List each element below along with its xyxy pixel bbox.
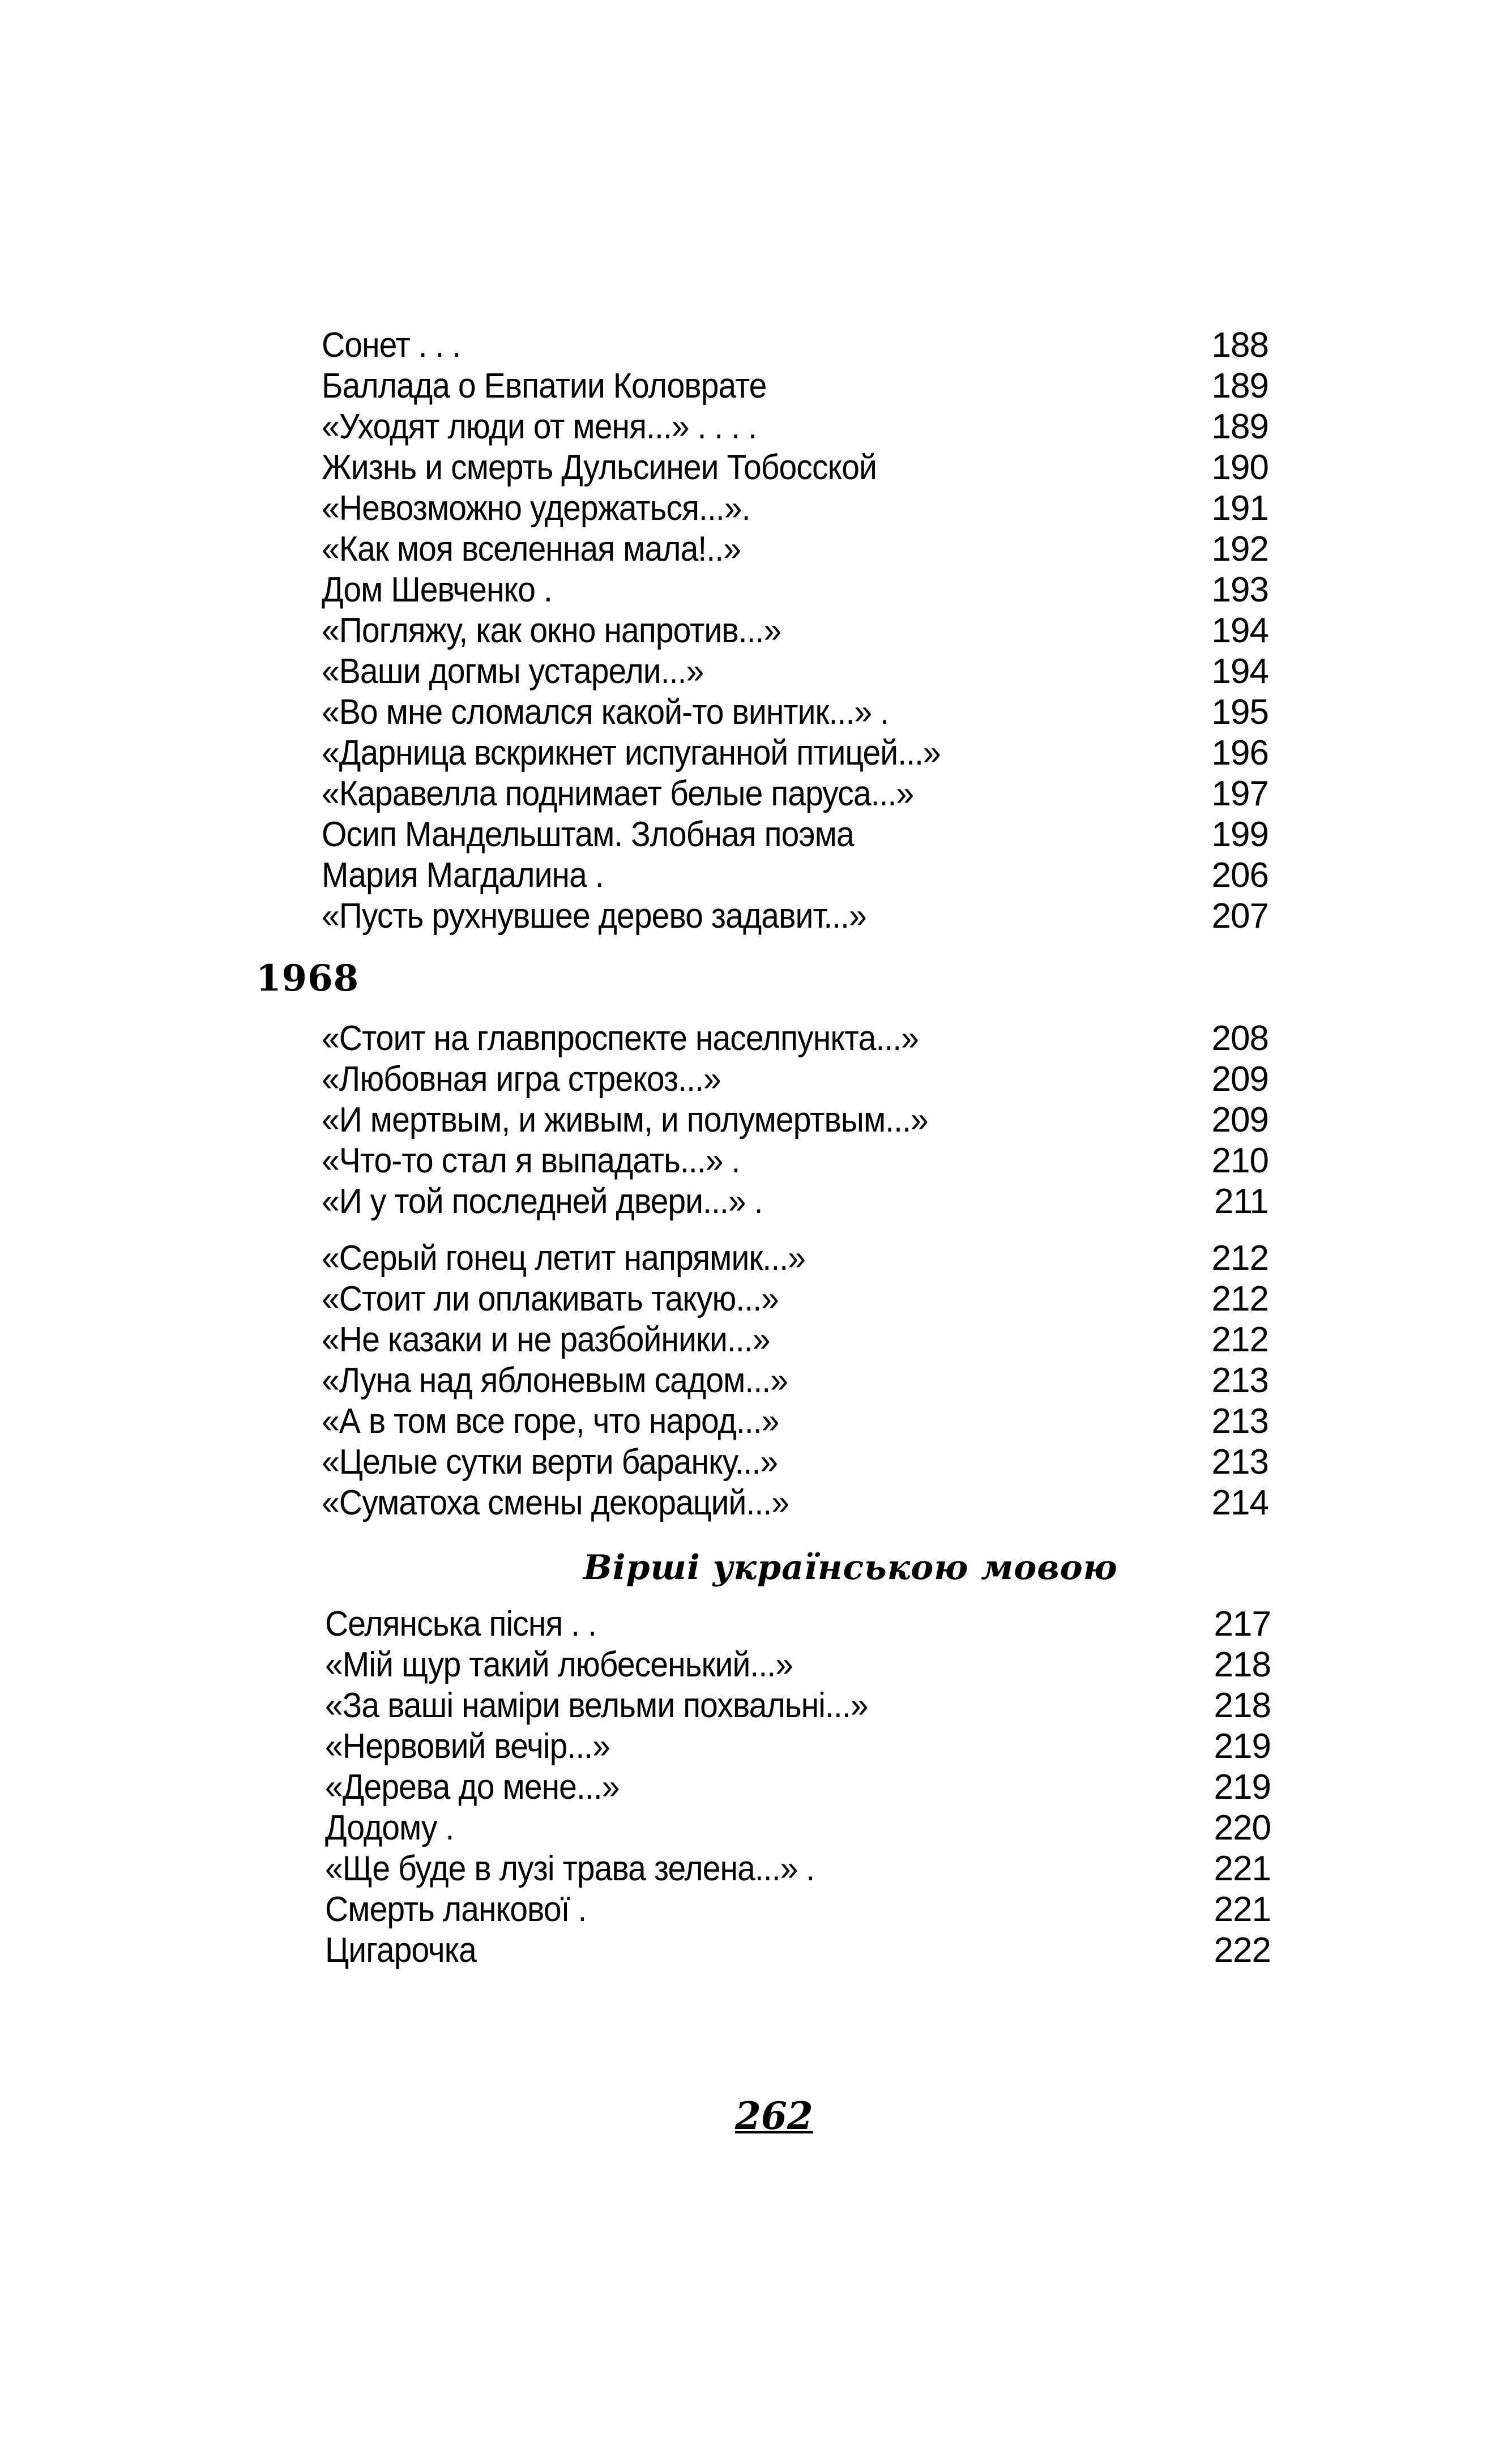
entry-title: «Во мне сломался какой-то винтик...» . [322,693,889,732]
entry-page: 213 [1211,1402,1268,1441]
toc-entry [0,611,1512,651]
entry-title: «Пусть рухнувшее дерево задавит...» [322,897,866,936]
toc-entry [0,651,1512,692]
entry-page: 193 [1211,570,1268,609]
section-heading-ukrainian: Вірші українською мовою [583,1548,1118,1587]
entry-title: «Стоит ли оплакивать такую...» [322,1279,779,1318]
toc-entry [0,1100,1512,1141]
entry-title: «И у той последней двери...» . [322,1182,763,1221]
toc-entry [0,1767,1512,1808]
entry-page: 211 [1214,1182,1268,1221]
toc-entry [0,1059,1512,1100]
entry-title: «Луна над яблоневым садом...» [322,1361,788,1400]
toc-entry [0,1181,1512,1222]
entry-title: Сонет . . . [322,326,461,365]
entry-title: «Невозможно удержаться...». [322,489,750,528]
entry-page: 207 [1211,897,1268,936]
entry-title: «Целые сутки верти баранку...» [322,1443,778,1482]
toc-group-1968 [0,1018,1512,1222]
entry-page: 191 [1211,489,1268,528]
entry-title: «Любовная игра стрекоз...» [322,1060,721,1099]
entry-title: Цигарочка [325,1931,476,1970]
entry-page: 206 [1211,856,1268,895]
page-number: 262 [735,2094,813,2138]
entry-page: 217 [1214,1604,1271,1644]
entry-page: 212 [1211,1279,1268,1318]
entry-title: «Что-то стал я выпадать...» . [322,1141,740,1180]
entry-page: 199 [1211,815,1268,854]
entry-title: «Дерева до мене...» [325,1768,620,1807]
entry-page: 218 [1214,1686,1271,1725]
toc-entry [0,1849,1512,1889]
toc-entry [0,1320,1512,1360]
toc-entry [0,1483,1512,1524]
toc-entry [0,692,1512,733]
toc-entry [0,1808,1512,1849]
toc-entry [0,1645,1512,1685]
entry-title: «Не казаки и не разбойники...» [322,1320,770,1359]
entry-page: 189 [1211,407,1268,446]
entry-page: 210 [1211,1141,1268,1180]
toc-entry [0,1442,1512,1483]
entry-title: «Уходят люди от меня...» . . . . [322,407,757,446]
entry-page: 194 [1211,652,1268,691]
toc-entry [0,774,1512,814]
toc-entry [0,529,1512,570]
toc-group-1968-cont [0,1238,1512,1524]
entry-title: «Как моя вселенная мала!..» [322,530,741,569]
entry-page: 209 [1211,1060,1268,1099]
toc-entry [0,1279,1512,1320]
entry-title: «Дарница вскрикнет испуганной птицей...» [322,733,941,773]
entry-title: Смерть ланкової . [325,1890,587,1929]
entry-page: 188 [1211,326,1268,365]
entry-page: 219 [1214,1768,1271,1807]
entry-page: 220 [1214,1808,1271,1847]
entry-title: Селянська пісня . . [325,1604,597,1644]
entry-title: «Нервовий вечір...» [325,1727,610,1766]
toc-entry [0,447,1512,488]
entry-title: «Стоит на главпроспекте населпункта...» [322,1019,919,1058]
entry-title: Баллада о Евпатии Коловрате [322,366,767,406]
toc-entry [0,1726,1512,1767]
entry-title: «Ще буде в лузі трава зелена...» . [325,1849,815,1888]
entry-page: 195 [1211,693,1268,732]
toc-entry [0,1360,1512,1401]
toc-entry [0,407,1512,447]
entry-title: «Погляжу, как окно напротив...» [322,611,781,650]
toc-entry [0,1604,1512,1645]
entry-page: 214 [1211,1483,1268,1522]
toc-entry [0,855,1512,896]
entry-title: «Ваши догмы устарели...» [322,652,704,691]
entry-page: 213 [1211,1361,1268,1400]
toc-entry [0,570,1512,611]
toc-entry [0,896,1512,937]
toc-entry [0,733,1512,774]
toc-entry [0,1930,1512,1971]
entry-page: 212 [1211,1239,1268,1278]
entry-title: «А в том все горе, что народ...» [322,1402,779,1441]
entry-title: Мария Магдалина . [322,856,604,895]
entry-page: 189 [1211,366,1268,406]
entry-title: Дом Шевченко . [322,570,552,609]
entry-title: «И мертвым, и живым, и полумертвым...» [322,1100,928,1140]
entry-title: Жизнь и смерть Дульсинеи Тобосской [322,448,877,487]
entry-title: Додому . [325,1808,454,1847]
entry-page: 190 [1211,448,1268,487]
entry-title: Осип Мандельштам. Злобная поэма [322,815,854,854]
toc-entry [0,325,1512,366]
entry-page: 192 [1211,530,1268,569]
entry-page: 218 [1214,1645,1271,1684]
toc-entry [0,366,1512,407]
toc-entry [0,1018,1512,1059]
toc-group-ukrainian [0,1604,1512,1971]
toc-entry [0,1238,1512,1279]
entry-title: «Мій щур такий любесенький...» [325,1645,793,1684]
entry-page: 209 [1211,1100,1268,1140]
entry-page: 194 [1211,611,1268,650]
entry-page: 196 [1211,733,1268,773]
entry-title: «Серый гонец летит напрямик...» [322,1239,806,1278]
entry-page: 213 [1211,1443,1268,1482]
entry-page: 222 [1214,1931,1271,1970]
toc-entry [0,814,1512,855]
toc-entry [0,1141,1512,1181]
entry-title: «Каравелла поднимает белые паруса...» [322,774,914,813]
entry-page: 212 [1211,1320,1268,1359]
toc-entry [0,488,1512,529]
toc-entry [0,1889,1512,1930]
entry-title: «Суматоха смены декораций...» [322,1483,789,1522]
entry-page: 219 [1214,1727,1271,1766]
year-heading: 1968 [256,957,360,1000]
entry-page: 221 [1214,1890,1271,1929]
toc-entry [0,1685,1512,1726]
entry-page: 221 [1214,1849,1271,1888]
entry-page: 208 [1211,1019,1268,1058]
toc-entry [0,1401,1512,1442]
toc-group-top [0,325,1512,937]
entry-title: «За ваші наміри вельми похвальні...» [325,1686,868,1725]
entry-page: 197 [1211,774,1268,813]
